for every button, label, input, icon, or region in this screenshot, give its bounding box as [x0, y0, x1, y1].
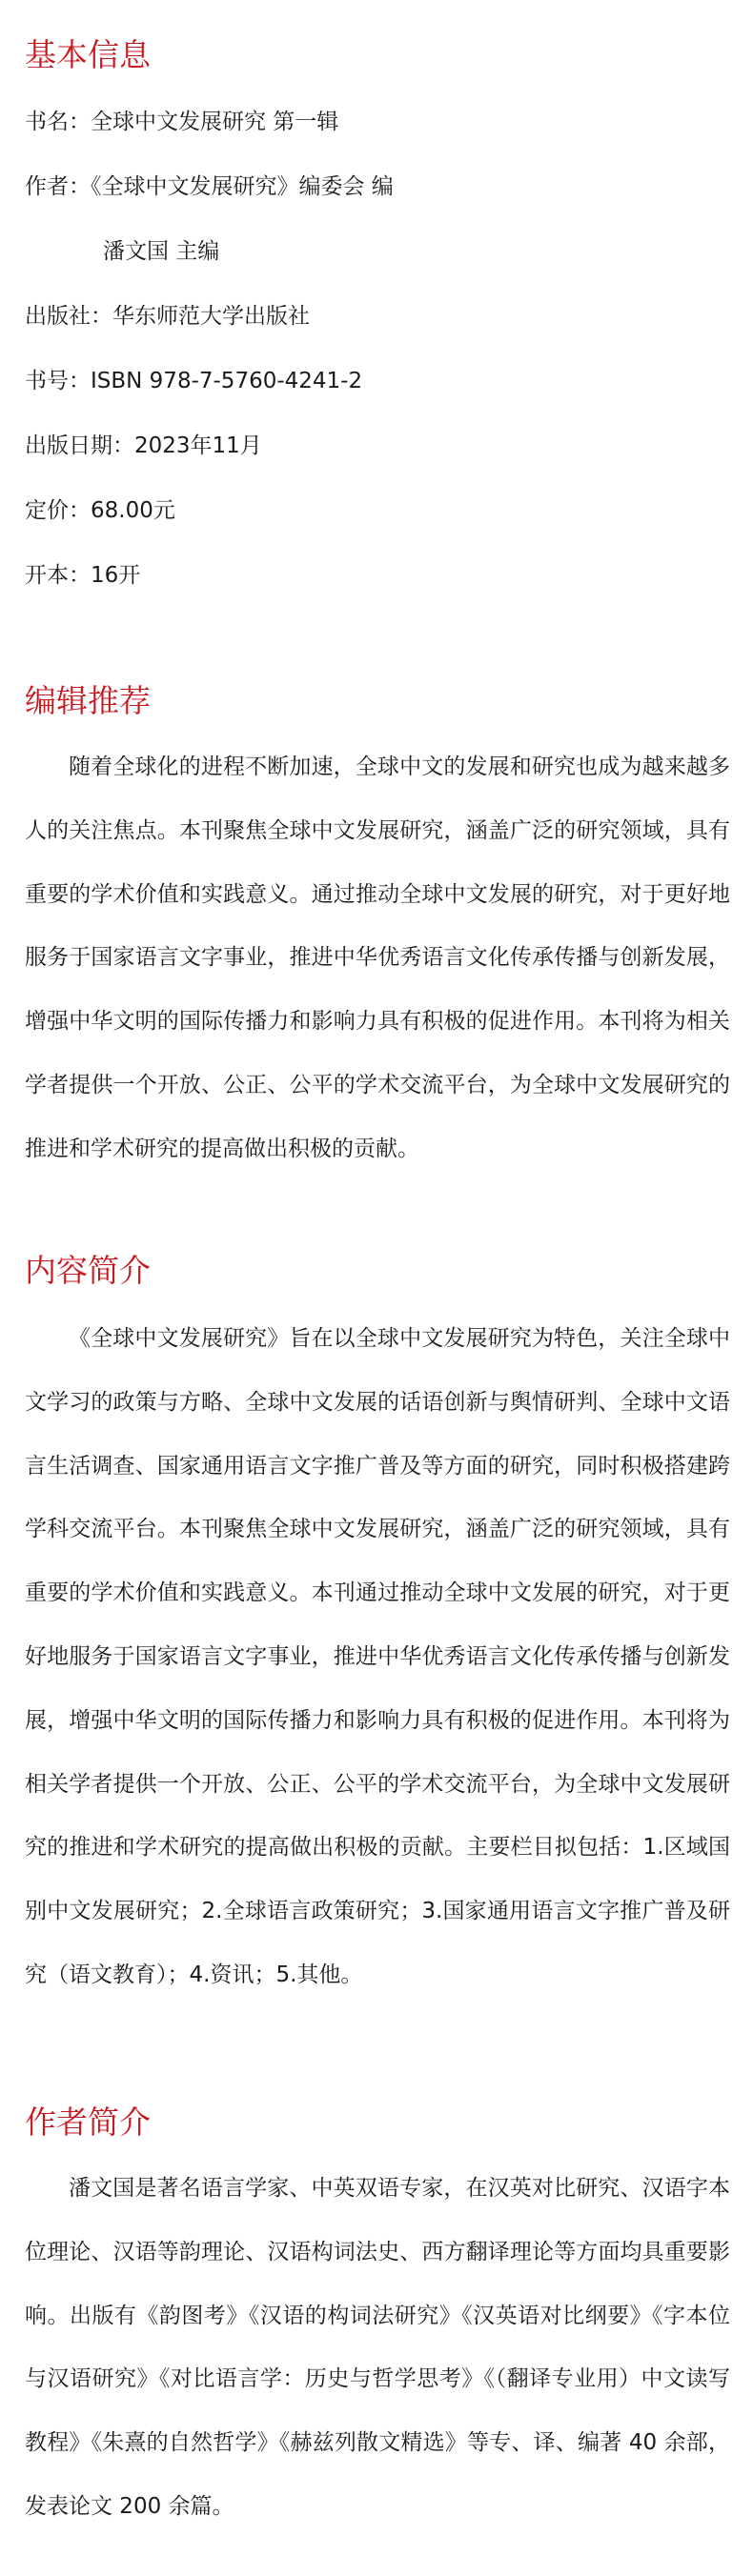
author-intro-heading: 作者简介: [25, 2103, 151, 2141]
price-line: 定价：68.00元: [25, 498, 175, 523]
book-title-line: 书名：全球中文发展研究 第一辑: [25, 110, 339, 134]
content-summary-heading: 内容简介: [25, 1252, 151, 1289]
editor-recommendation-text: 随着全球化的进程不断加速，全球中文的发展和研究也成为越来越多人的关注焦点。本刊聚焦全球中文发展研究，涵盖广泛的研究领域，具有重要的学术价值和实践意义。通过推动全球中文发展的研究，对于更好地服务于国家语言文字事业，推进中华优秀语言文化传承传播与创新发展，增强中华文明的国际传播力和影响力具有积极的促进作用。本刊将为相关学者提供一个开放、公正、公平的学术交流平台，为全球中文发展研究的推进和学术研究的提高做出积极的贡献。: [25, 755, 730, 1161]
content-summary-text: 《全球中文发展研究》旨在以全球中文发展研究为特色，关注全球中文学习的政策与方略、全球中文发展的话语创新与舆情研判、全球中文语言生活调查、国家通用语言文字推广普及等方面的研究，同时积极搭建跨学科交流平台。本刊聚焦全球中文发展研究，涵盖广泛的研究领域，具有重要的学术价值和实践意义。本刊通过推动全球中文发展的研究，对于更好地服务于国家语言文字事业，推进中华优秀语言文化传承传播与创新发展，增强中华文明的国际传播力和影响力具有积极的促进作用。本刊将为相关学者提供一个开放、公正、公平的学术交流平台，为全球中文发展研究的推进和学术研究的提高做出积极的贡献。主要栏目拟包括：1.区域国别中文发展研究；2.全球语言政策研究；3.国家通用语言文字推广普及研究（语文教育）；4.资讯；5.其他。: [25, 1326, 730, 1987]
format-line: 开本：16开: [25, 563, 141, 588]
author-line: 作者：《全球中文发展研究》编委会 编: [25, 174, 394, 199]
publish-date-line: 出版日期：2023年11月: [25, 433, 262, 458]
isbn-line: 书号：ISBN 978-7-5760-4241-2: [25, 369, 363, 393]
editor-recommendation-heading: 编辑推荐: [25, 682, 151, 719]
author-intro-text: 潘文国是著名语言学家、中英双语专家，在汉英对比研究、汉语字本位理论、汉语等韵理论、汉语构词法史、西方翻译理论等方面均具重要影响。出版有《韵图考》《汉语的构词法研究》《汉英语对比纲要》《字本位与汉语研究》《对比语言学：历史与哲学思考》《（翻译专业用）中文读写教程》《朱熹的自然哲学》《赫兹列散文精选》等专、译、编著 40 余部，发表论文 200 余篇。: [25, 2176, 730, 2519]
publisher-line: 出版社：华东师范大学出版社: [25, 304, 310, 329]
basic-info-heading: 基本信息: [25, 36, 151, 73]
chief-editor-line: 潘文国 主编: [103, 239, 220, 264]
